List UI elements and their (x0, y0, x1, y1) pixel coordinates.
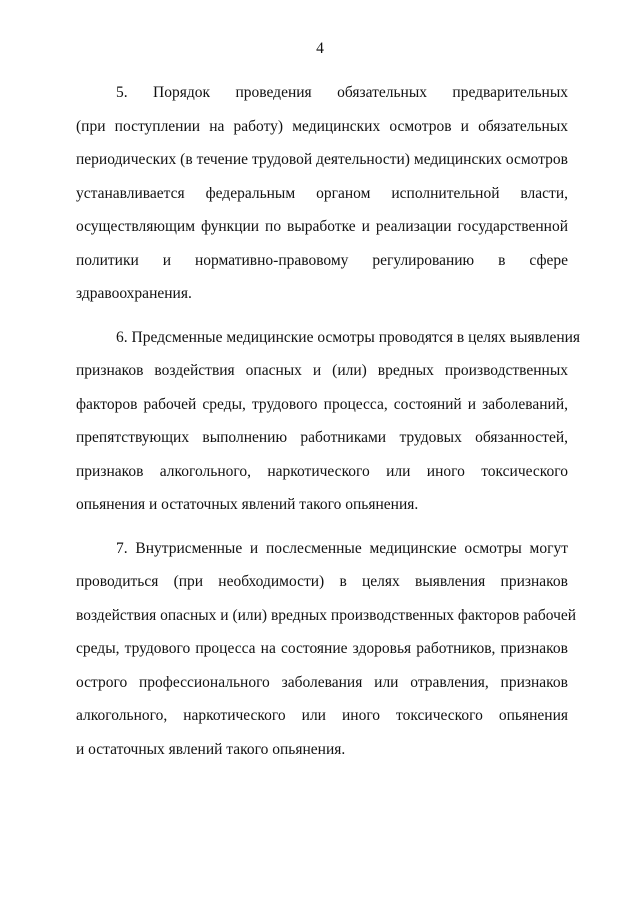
paragraph-line: препятствующих выполнению работниками трудовых обязанностей, (76, 429, 568, 446)
paragraph-line: 7. Внутрисменные и послесменные медицинские осмотры могут (116, 539, 568, 557)
paragraph-line: признаков воздействия опасных и (или) вредных производственных (76, 362, 568, 379)
paragraph-line: проводиться (при необходимости) в целях выявления признаков (76, 573, 568, 590)
paragraph-line: среды, трудового процесса на состояние здоровья работников, признаков (76, 640, 568, 657)
paragraph-6 (76, 321, 581, 522)
paragraph-line: 5. Порядок проведения обязательных предварительных (116, 84, 568, 101)
paragraph-7 (76, 532, 577, 767)
paragraph-5 (76, 76, 568, 311)
paragraph-line: периодических (в течение трудовой деятельности) медицинских осмотров (76, 151, 568, 168)
paragraph-line: политики и нормативно-правовому регулированию в сфере (76, 251, 568, 269)
paragraph-line: устанавливается федеральным органом исполнительной власти, (76, 184, 568, 202)
paragraph-line: признаков алкогольного, наркотического или иного токсического (76, 462, 568, 480)
page-number: 4 (316, 40, 324, 57)
paragraph-line: воздействия опасных и (или) вредных производственных факторов рабочей (76, 606, 577, 624)
paragraph-line: факторов рабочей среды, трудового процесса, состояний и заболеваний, (76, 395, 568, 413)
paragraph-line: здравоохранения. (76, 285, 192, 302)
paragraph-line: острого профессионального заболевания или отравления, признаков (76, 673, 568, 691)
paragraph-line: (при поступлении на работу) медицинских осмотров и обязательных (76, 117, 568, 135)
paragraph-line: алкогольного, наркотического или иного токсического опьянения (76, 707, 568, 724)
paragraph-line: и остаточных явлений такого опьянения. (76, 740, 346, 758)
paragraph-line: 6. Предсменные медицинские осмотры проводятся в целях выявления (116, 328, 581, 346)
paragraph-line: опьянения и остаточных явлений такого опьянения. (76, 496, 419, 513)
document-body (76, 76, 581, 776)
paragraph-line: осуществляющим функции по выработке и реализации государственной (76, 218, 568, 235)
